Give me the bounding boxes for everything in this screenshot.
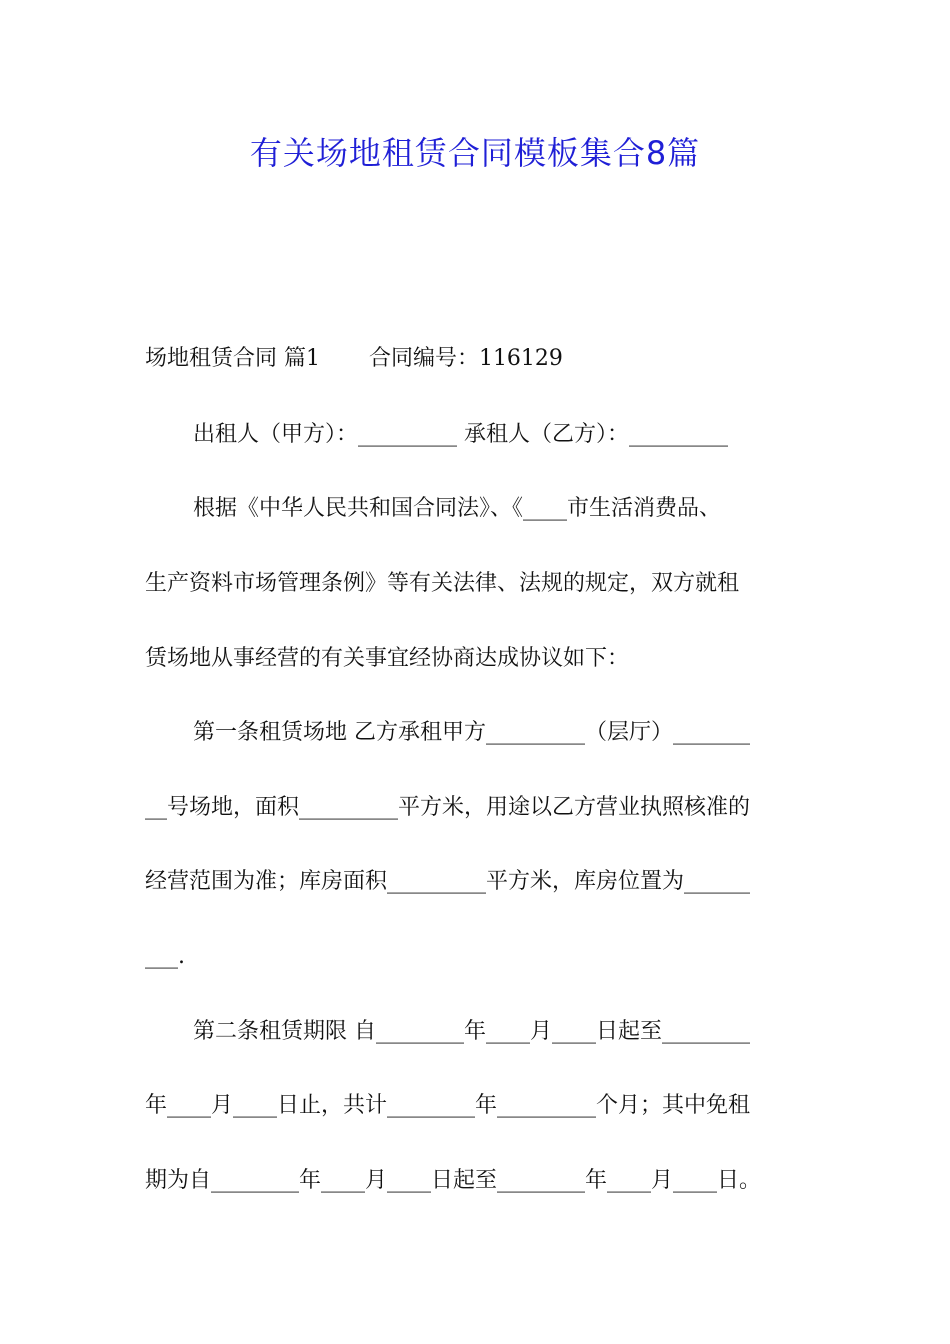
paragraph-line: 年____月____日止，共计________年_________个月；其中免租	[145, 1093, 751, 1118]
paragraph-line: 经营范围为准；库房面积_________平方米，库房位置为______	[145, 869, 751, 894]
article-two-line: 第二条租赁期限 自________年____月____日起至________	[193, 1019, 750, 1044]
article-one-line: 第一条租赁场地 乙方承租甲方_________（层厅）_______	[193, 720, 750, 745]
parties-line: 出租人（甲方）：_________ 承租人（乙方）：_________	[193, 422, 728, 447]
paragraph-line: 赁场地从事经营的有关事宜经协商达成协议如下：	[145, 646, 630, 671]
paragraph-line: __号场地，面积_________平方米，用途以乙方营业执照核准的	[145, 795, 751, 820]
document-title: 有关场地租赁合同模板集合8篇	[249, 134, 701, 172]
paragraph-line: 生产资料市场管理条例》等有关法律、法规的规定，双方就租	[145, 571, 740, 596]
paragraph-line: ___.	[145, 944, 185, 969]
paragraph-line: 期为自________年____月____日起至________年____月____日。	[145, 1168, 762, 1193]
paragraph-line: 根据《中华人民共和国合同法》、《____市生活消费品、	[193, 496, 722, 521]
contract-heading-line: 场地租赁合同 篇1 合同编号：116129	[145, 346, 563, 371]
